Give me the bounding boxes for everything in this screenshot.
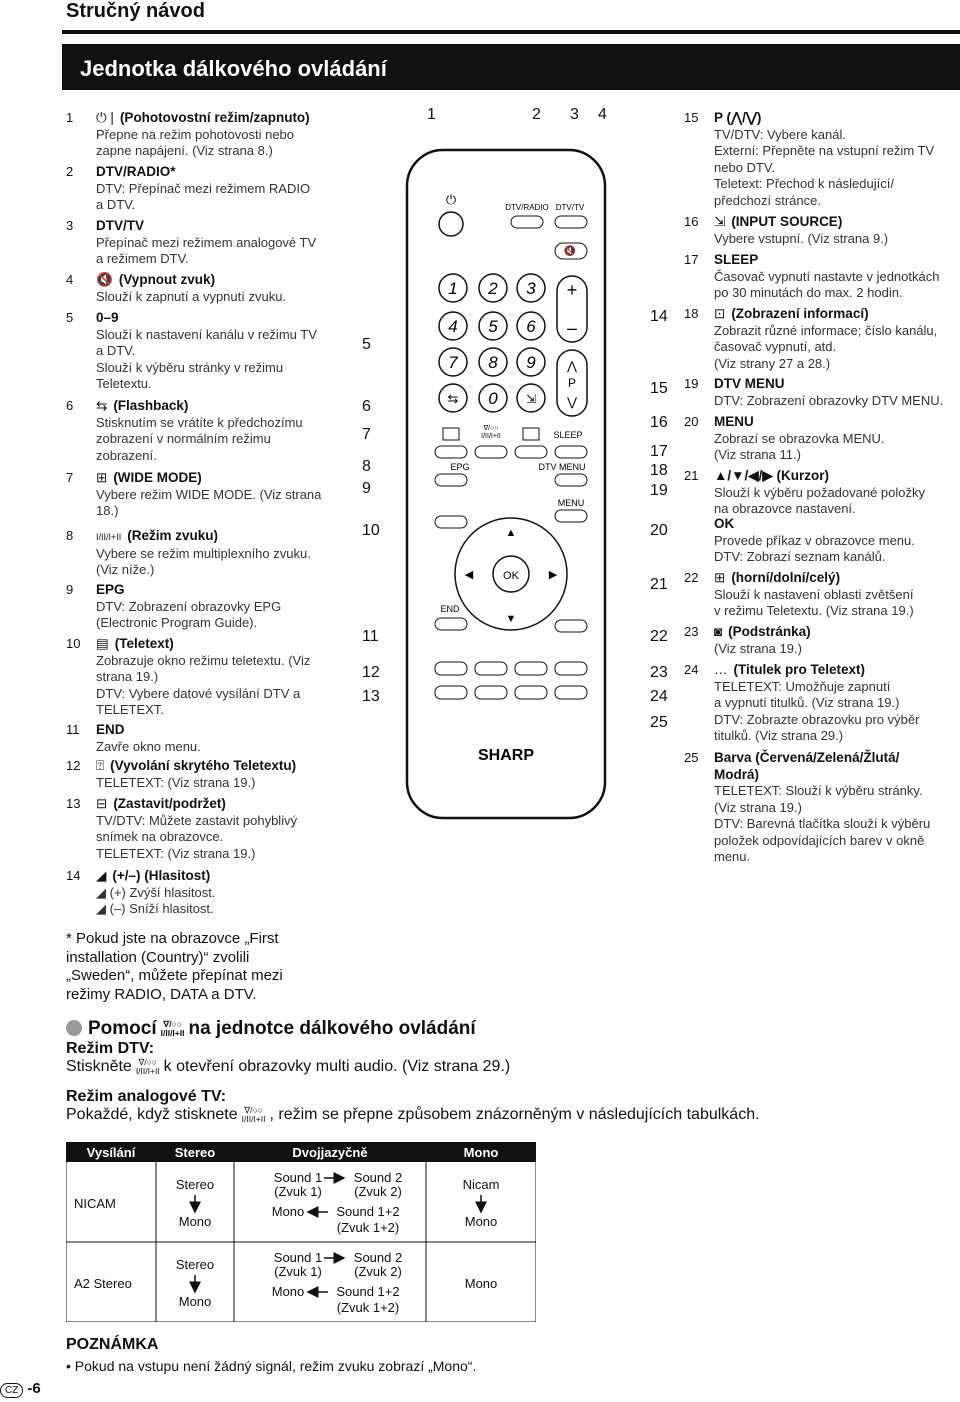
item-number: 17 bbox=[684, 252, 699, 267]
callout-number: 17 bbox=[650, 443, 668, 460]
input-icon: ⇲ bbox=[525, 392, 537, 406]
item-description: Slouží k nastavení kanálu v režimu TV bbox=[96, 326, 317, 342]
item-number: 15 bbox=[684, 110, 699, 125]
item-description: Vybere vstupní. (Viz strana 9.) bbox=[714, 230, 889, 246]
table-row-name: A2 Stereo bbox=[74, 1276, 132, 1291]
item-description: Provede příkaz v obrazovce menu. bbox=[714, 532, 915, 548]
item-button-icon: ⊞ bbox=[96, 470, 108, 485]
item-number: 3 bbox=[66, 218, 74, 233]
item-button-icon: … bbox=[714, 662, 728, 677]
item-description: DTV: Zobrazí seznam kanálů. bbox=[714, 549, 886, 564]
footnote bbox=[66, 930, 356, 1004]
item-number: 25 bbox=[684, 750, 699, 765]
right-item-list bbox=[684, 110, 960, 880]
callout-number: 6 bbox=[362, 398, 371, 415]
footnote-line: installation (Country)“ zvolili bbox=[66, 948, 250, 966]
item-description: Slouží k nastavení oblasti zvětšení bbox=[714, 586, 914, 602]
analog-mode-text bbox=[66, 1106, 936, 1124]
callout-number: 3 bbox=[570, 106, 579, 123]
item-description: (Viz strana 11.) bbox=[714, 447, 801, 462]
dtv-mode-title: Režim DTV: bbox=[66, 1040, 155, 1057]
digit-label: 5 bbox=[488, 317, 498, 336]
item-heading: ⊞ (horní/dolní/celý) bbox=[714, 570, 841, 585]
brand-logo: SHARP bbox=[477, 747, 535, 764]
item-button-icon: ⇆ bbox=[96, 398, 108, 413]
callout-number: 14 bbox=[650, 308, 668, 325]
item-description: Externí: Přepněte na vstupní režim TV bbox=[714, 143, 935, 158]
green-button bbox=[475, 686, 507, 699]
dtv-tv-label: DTV/TV bbox=[555, 203, 585, 212]
item-heading: ⊞ (WIDE MODE) bbox=[96, 470, 202, 485]
item-button-icon: ⇲ bbox=[714, 214, 726, 229]
callout-number: 4 bbox=[598, 106, 607, 123]
item-number: 11 bbox=[66, 722, 80, 737]
item-heading: DTV/TV bbox=[96, 218, 145, 233]
volume-minus-label: – bbox=[566, 318, 578, 338]
table-header: Mono bbox=[463, 1145, 499, 1160]
callout-number: 8 bbox=[362, 458, 371, 475]
item-heading: ⏻ | (Pohotovostní režim/zapnuto) bbox=[96, 110, 310, 125]
item-description: menu. bbox=[714, 849, 751, 864]
item-heading: ▲/▼/◀/▶ (Kurzor) bbox=[714, 468, 829, 483]
item-description: TELETEXT: (Viz strana 19.) bbox=[96, 774, 256, 790]
item-number: 22 bbox=[684, 570, 699, 585]
item-heading: ⇲ (INPUT SOURCE) bbox=[714, 214, 843, 229]
item-description: titulků. (Viz strana 29.) bbox=[714, 728, 844, 743]
item-number: 8 bbox=[66, 528, 74, 543]
footnote-line: režimy RADIO, DATA a DTV. bbox=[66, 985, 257, 1003]
item-number: 7 bbox=[66, 470, 74, 485]
sleep-pill bbox=[555, 446, 587, 458]
item-heading: DTV MENU bbox=[714, 376, 785, 391]
dpad-left-icon: ◀ bbox=[464, 569, 474, 581]
callout-number: 19 bbox=[650, 482, 668, 499]
digit-label: 3 bbox=[526, 279, 536, 298]
mono-cell: Mono bbox=[464, 1214, 498, 1229]
item-heading: END bbox=[96, 722, 125, 737]
power-button bbox=[439, 212, 463, 236]
callout-number: 12 bbox=[362, 664, 380, 681]
item-description: časovač vypnutí, atd. bbox=[714, 339, 837, 354]
footnote-line: * Pokud jste na obrazovce „First bbox=[66, 930, 279, 947]
sound-mode-label: I/II/I+II bbox=[481, 433, 501, 440]
dpad-down-icon: ▼ bbox=[505, 613, 517, 625]
left-item-list bbox=[66, 110, 366, 930]
callout-number: 1 bbox=[427, 106, 436, 123]
volume-plus-label: + bbox=[566, 280, 578, 300]
item-button-icon: ▤ bbox=[96, 636, 109, 651]
digit-label: 4 bbox=[448, 317, 458, 336]
item-heading: DTV/RADIO* bbox=[96, 164, 176, 179]
epg-button bbox=[435, 474, 467, 486]
dual-cell: Mono bbox=[271, 1204, 305, 1219]
table-header: Vysílání bbox=[86, 1145, 136, 1160]
dtv-tv-button bbox=[555, 216, 587, 228]
reveal-button bbox=[435, 662, 467, 675]
audio-heading-a: Pomocí bbox=[88, 1018, 157, 1039]
item-description: zobrazení v normálním režimu bbox=[96, 431, 271, 446]
item-heading: Barva (Červená/Zelená/Žlutá/ bbox=[714, 750, 900, 765]
callout-number: 24 bbox=[650, 688, 668, 705]
item-description: Slouží k výběru požadované položky bbox=[714, 484, 926, 500]
item-description: Zobrazí se obrazovka MENU. bbox=[714, 430, 885, 446]
analog-text-b: , režim se přepne způsobem znázorněným v následujících tabulkách. bbox=[269, 1106, 760, 1124]
item-description: ◢ (+) Zvýší hlasitost. bbox=[96, 884, 216, 900]
item-number: 16 bbox=[684, 214, 699, 229]
subtitle-button bbox=[515, 662, 547, 675]
channel-down-icon: ⋁ bbox=[567, 395, 577, 409]
digit-label: 1 bbox=[448, 279, 458, 298]
item-number: 23 bbox=[684, 624, 699, 639]
item-description: předchozí stránce. bbox=[714, 192, 821, 208]
item-description: Přepne na režim pohotovosti nebo bbox=[96, 126, 295, 142]
analog-mode-title: Režim analogové TV: bbox=[66, 1088, 227, 1106]
wide-mode-pill bbox=[435, 446, 467, 458]
dual-cell: Sound 1+2 bbox=[336, 1204, 400, 1219]
notes-section bbox=[66, 1336, 476, 1374]
item-description: Vybere režim WIDE MODE. (Viz strana bbox=[96, 486, 322, 502]
item-description: Zobrazit různé informace; číslo kanálu, bbox=[714, 322, 938, 338]
item-description: v režimu Teletextu. (Viz strana 19.) bbox=[714, 603, 914, 618]
item-description: TELETEXT: Umožňuje zapnutí bbox=[714, 678, 891, 694]
audio-heading-b: na jednotce dálkového ovládání bbox=[188, 1018, 476, 1039]
item-number: 5 bbox=[66, 310, 74, 325]
item-number: 9 bbox=[66, 582, 74, 597]
item-number: 6 bbox=[66, 398, 74, 413]
item-number: 21 bbox=[684, 468, 699, 483]
item-heading: P (⋀/⋁) bbox=[714, 110, 762, 125]
item-heading: ⍰ (Vyvolání skrytého Teletextu) bbox=[96, 758, 297, 773]
digit-label: 8 bbox=[488, 353, 498, 372]
item-button-icon: ◢ bbox=[96, 868, 107, 883]
audio-mode-section bbox=[66, 1018, 936, 1124]
item-description: DTV: Barevná tlačítka slouží k výběru bbox=[714, 816, 931, 831]
yellow-button bbox=[515, 686, 547, 699]
item-description: Zobrazuje okno režimu teletextu. (Viz bbox=[96, 652, 311, 668]
callout-number: 2 bbox=[532, 106, 541, 123]
channel-p-label: P bbox=[567, 376, 577, 390]
item-number: 19 bbox=[684, 376, 699, 391]
ok-label: OK bbox=[503, 570, 519, 582]
item-description: a režimem DTV. bbox=[96, 251, 189, 266]
item-description: ◢ (–) Sníží hlasitost. bbox=[96, 901, 214, 916]
analog-text-a: Pokaždé, když stisknete bbox=[66, 1106, 238, 1124]
zoom-button bbox=[555, 620, 587, 632]
footnote-line: „Sweden“, můžete přepínat mezi bbox=[66, 967, 283, 984]
digit-label: 9 bbox=[526, 353, 536, 372]
digit-label: 2 bbox=[488, 279, 498, 298]
item-description: a DTV. bbox=[96, 343, 136, 358]
section-title: Stručný návod bbox=[66, 0, 205, 22]
item-description: DTV: Vybere datové vysílání DTV a bbox=[96, 685, 301, 701]
dual-cell: Sound 1 bbox=[273, 1250, 323, 1265]
menu-button bbox=[555, 510, 587, 522]
info-button bbox=[523, 428, 539, 440]
item-description: (Viz strana 19.) bbox=[714, 640, 802, 656]
notes-text: Pokud na vstupu není žádný signál, režim zvuku zobrazí „Mono“. bbox=[74, 1358, 477, 1374]
item-number: 1 bbox=[66, 110, 74, 125]
stereo-cell: Stereo bbox=[175, 1257, 215, 1272]
item-description: Vybere se režim multiplexního zvuku. bbox=[96, 545, 311, 561]
callout-number: 23 bbox=[650, 664, 668, 681]
item-description: DTV: Zobrazte obrazovku pro výběr bbox=[714, 711, 920, 727]
title-bar bbox=[62, 44, 960, 90]
callout-number: 21 bbox=[650, 576, 668, 593]
item-button-icon: ⊟ bbox=[96, 796, 108, 811]
dual-cell: (Zvuk 2) bbox=[354, 1184, 402, 1199]
page-title: Jednotka dálkového ovládání bbox=[80, 56, 387, 81]
callout-number: 11 bbox=[362, 628, 379, 645]
dtv-menu-label: DTV MENU bbox=[538, 462, 586, 472]
item-description: 18.) bbox=[96, 503, 119, 518]
item-description: Slouží k výběru stránky v režimu bbox=[96, 359, 284, 375]
item-heading: MENU bbox=[714, 414, 754, 429]
dual-cell: Mono bbox=[271, 1284, 305, 1299]
end-label: END bbox=[440, 604, 460, 614]
item-description: Zavře okno menu. bbox=[96, 738, 201, 754]
item-heading: ⊟ (Zastavit/podržet) bbox=[96, 796, 226, 811]
item-heading: ⊡ (Zobrazení informací) bbox=[714, 306, 869, 321]
item-number: 18 bbox=[684, 306, 699, 321]
item-number: 10 bbox=[66, 636, 81, 651]
item-description: položek odpovídajících barev v okně bbox=[714, 832, 925, 848]
dtv-mode-text bbox=[66, 1058, 936, 1076]
wide-mode-button bbox=[443, 428, 459, 440]
subpage-button bbox=[555, 662, 587, 675]
item-description: nebo DTV. bbox=[714, 159, 775, 175]
hold-button bbox=[475, 662, 507, 675]
sound-mode-icon: ∇/○○ I/II/I+II bbox=[241, 1105, 266, 1125]
item-description: TELETEXT: (Viz strana 19.) bbox=[96, 845, 256, 861]
item-heading: ◙ (Podstránka) bbox=[714, 624, 811, 639]
sound-mode-icon: ∇/○○ bbox=[483, 425, 499, 432]
notes-line: • Pokud na vstupu není žádný signál, režim zvuku zobrazí „Mono“. bbox=[66, 1358, 477, 1374]
item-button-icon: ⍰ bbox=[96, 758, 105, 773]
item-description: a DTV. bbox=[96, 197, 136, 212]
table-content bbox=[74, 1145, 499, 1315]
item-description: Přepínač mezi režimem analogové TV bbox=[96, 234, 317, 250]
item-description: po 30 minutách do max. 2 hodin. bbox=[714, 285, 903, 300]
table-header: Stereo bbox=[174, 1145, 216, 1160]
item-description: (Viz níže.) bbox=[96, 562, 155, 577]
item-heading: ◢ (+/–) (Hlasitost) bbox=[96, 868, 211, 883]
item-heading: ▤ (Teletext) bbox=[96, 636, 174, 651]
callout-number: 5 bbox=[362, 336, 371, 353]
blue-button bbox=[555, 686, 587, 699]
table-row-name: NICAM bbox=[74, 1196, 116, 1211]
callout-number: 16 bbox=[650, 414, 668, 431]
digit-label: 7 bbox=[448, 353, 458, 372]
table-header: Dvojjazyčně bbox=[292, 1145, 368, 1160]
item-description: a vypnutí titulků. (Viz strana 19.) bbox=[714, 695, 900, 710]
bullet-dot-icon bbox=[66, 1020, 82, 1036]
dtv-radio-label: DTV/RADIO bbox=[505, 203, 549, 212]
dual-cell: (Zvuk 1) bbox=[274, 1184, 322, 1199]
mono-cell: Nicam bbox=[462, 1177, 500, 1192]
callout-number: 13 bbox=[362, 688, 380, 705]
dtv-text-a: Stiskněte bbox=[66, 1058, 132, 1076]
item-description: Slouží k zapnutí a vypnutí zvuku. bbox=[96, 288, 287, 304]
item-heading: ⇆ (Flashback) bbox=[96, 398, 189, 413]
item-description: Teletextu. bbox=[96, 376, 152, 391]
dual-cell: (Zvuk 1+2) bbox=[336, 1220, 400, 1235]
item-number: 24 bbox=[684, 662, 699, 677]
red-button bbox=[435, 686, 467, 699]
notes-heading: POZNÁMKA bbox=[66, 1336, 159, 1353]
sound-mode-icon: ∇/○○ I/II/I+II bbox=[160, 1018, 185, 1038]
dtv-radio-button bbox=[511, 216, 543, 228]
callout-number: 18 bbox=[650, 462, 668, 479]
item-button-icon: ⊞ bbox=[714, 570, 726, 585]
item-number: 20 bbox=[684, 414, 699, 429]
item-number: 4 bbox=[66, 272, 74, 287]
mute-icon: 🔇 bbox=[563, 246, 577, 257]
digit-label: 6 bbox=[526, 317, 536, 336]
item-description: strana 19.) bbox=[96, 669, 159, 684]
language-badge: CZ bbox=[0, 1383, 23, 1398]
digit-label: 0 bbox=[488, 389, 498, 408]
item-description: TELETEXT. bbox=[96, 702, 164, 717]
sound-mode-icon: ∇/○○ I/II/I+II bbox=[135, 1057, 160, 1076]
item-button-icon: ◙ bbox=[714, 624, 723, 639]
dpad-right-icon: ▶ bbox=[548, 569, 558, 581]
item-heading: 0–9 bbox=[96, 310, 119, 325]
sound-mode-table bbox=[66, 1142, 536, 1322]
dual-cell: Sound 2 bbox=[353, 1250, 403, 1265]
item-description: zobrazení. bbox=[96, 447, 157, 463]
item-description: (Viz strany 27 a 28.) bbox=[714, 355, 831, 371]
dual-cell: (Zvuk 1) bbox=[274, 1264, 322, 1279]
sleep-label: SLEEP bbox=[553, 430, 583, 440]
item-description: TELETEXT: Slouží k výběru stránky. bbox=[714, 783, 923, 798]
page-number bbox=[0, 1380, 41, 1398]
title-rule bbox=[62, 30, 960, 34]
menu-label: MENU bbox=[557, 498, 585, 508]
callout-number: 10 bbox=[362, 522, 380, 539]
stereo-cell: Mono bbox=[178, 1214, 212, 1229]
end-button bbox=[435, 618, 467, 630]
item-heading: … (Titulek pro Teletext) bbox=[714, 662, 866, 677]
item-heading: OK bbox=[714, 516, 735, 531]
dual-cell: (Zvuk 1+2) bbox=[336, 1300, 400, 1315]
remote-control-illustration bbox=[405, 148, 607, 820]
teletext-button bbox=[435, 516, 467, 528]
callout-number: 7 bbox=[362, 426, 371, 443]
callout-number: 9 bbox=[362, 480, 371, 497]
sound-mode-pill bbox=[475, 446, 507, 458]
audio-heading bbox=[66, 1018, 936, 1040]
item-description: Teletext: Přechod k následující/ bbox=[714, 176, 894, 191]
item-description: DTV: Zobrazení obrazovky EPG bbox=[96, 598, 282, 614]
power-icon: ⏻ bbox=[445, 192, 457, 207]
item-heading: EPG bbox=[96, 582, 125, 597]
item-button-icon: 🔇 bbox=[96, 272, 113, 287]
item-description: snímek na obrazovce. bbox=[96, 829, 224, 844]
callout-number: 15 bbox=[650, 380, 668, 397]
epg-label: EPG bbox=[450, 462, 470, 472]
item-description: (Viz strana 19.) bbox=[714, 799, 802, 815]
item-heading: Modrá) bbox=[714, 766, 759, 782]
dual-cell: Sound 1+2 bbox=[336, 1284, 400, 1299]
item-description: DTV: Zobrazení obrazovky DTV MENU. bbox=[714, 392, 944, 408]
item-heading: 🔇 (Vypnout zvuk) bbox=[96, 272, 216, 287]
item-button-icon: ⊡ bbox=[714, 306, 726, 321]
item-button-icon: ⏻ | bbox=[96, 110, 114, 125]
item-description: zapne napájení. (Viz strana 8.) bbox=[96, 143, 273, 158]
dual-cell: Sound 1 bbox=[273, 1170, 323, 1185]
callout-number: 22 bbox=[650, 628, 668, 645]
callout-number: 20 bbox=[650, 522, 668, 539]
mono-cell: Mono bbox=[464, 1276, 498, 1291]
callout-number: 25 bbox=[650, 714, 668, 731]
item-description: Stisknutím se vrátíte k předchozímu bbox=[96, 414, 303, 430]
item-number: 12 bbox=[66, 758, 81, 773]
item-description: (Electronic Program Guide). bbox=[96, 615, 258, 630]
dpad-up-icon: ▲ bbox=[505, 527, 517, 539]
item-description: DTV: Přepínač mezi režimem RADIO bbox=[96, 180, 311, 196]
item-description: Časovač vypnutí nastavte v jednotkách bbox=[714, 268, 940, 284]
item-description: na obrazovce nastavení. bbox=[714, 501, 856, 516]
item-description: TV/DTV: Můžete zastavit pohyblivý bbox=[96, 812, 298, 828]
item-number: 2 bbox=[66, 164, 74, 179]
stereo-cell: Stereo bbox=[175, 1177, 215, 1192]
info-pill bbox=[515, 446, 547, 458]
dtv-text-b: k otevření obrazovky multi audio. (Viz strana 29.) bbox=[163, 1058, 511, 1076]
item-heading: I/II/I+II (Režim zvuku) bbox=[96, 528, 311, 546]
channel-up-icon: ⋀ bbox=[567, 359, 577, 373]
dtv-menu-button bbox=[555, 474, 587, 486]
dual-cell: (Zvuk 2) bbox=[354, 1264, 402, 1279]
item-heading: SLEEP bbox=[714, 252, 759, 267]
dual-cell: Sound 2 bbox=[353, 1170, 403, 1185]
page-number-value: -6 bbox=[27, 1380, 41, 1397]
flashback-icon: ⇆ bbox=[447, 391, 459, 406]
item-button-icon: I/II/I+II bbox=[96, 532, 122, 542]
item-description: TV/DTV: Vybere kanál. bbox=[714, 126, 846, 142]
item-number: 14 bbox=[66, 868, 81, 883]
stereo-cell: Mono bbox=[178, 1294, 212, 1309]
item-number: 13 bbox=[66, 796, 81, 811]
